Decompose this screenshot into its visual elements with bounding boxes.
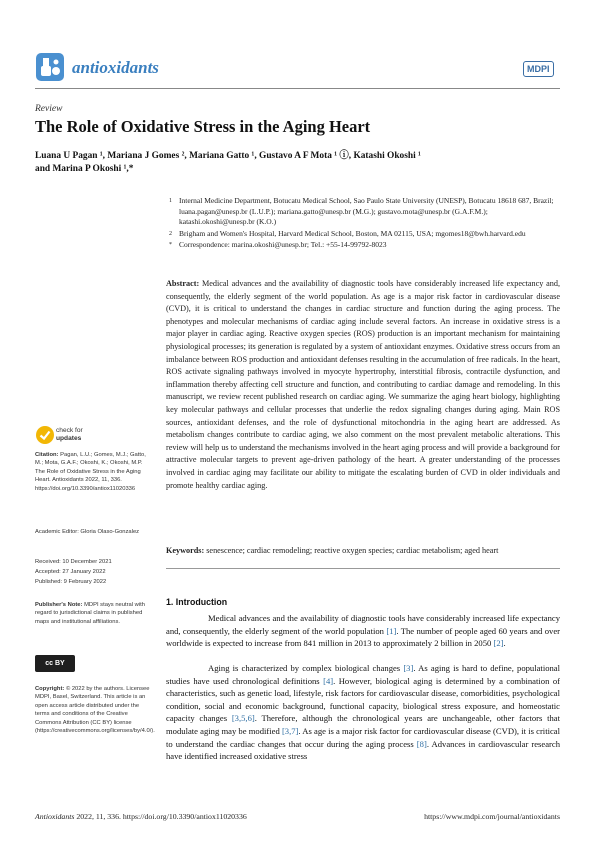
affiliation-2	[169, 228, 554, 240]
paragraph-text: Aging is characterized by complex biological changes	[208, 663, 404, 673]
check-updates-icon	[35, 425, 55, 445]
mdpi-badge[interactable]: MDPI	[523, 61, 554, 77]
paragraph-text: . As aging is hard to define, populational studies have used chronological definitions	[166, 663, 560, 686]
keywords-rule	[166, 568, 560, 569]
paragraph-text: . The number of people aged 60 years and over worldwide is expected to increase from 841 million in 2013 to approximately 2 billion in 2050	[166, 625, 560, 649]
intro-paragraph-2	[166, 662, 560, 763]
footer-journal-url[interactable]: https://www.mdpi.com/journal/antioxidants	[424, 812, 560, 821]
publisher-note-text: MDPI stays neutral with regard to jurisdictional claims in published maps and institutional affiliations.	[35, 602, 145, 625]
authors-line-1: Luana U Pagan ¹, Mariana J Gomes ², Mariana Gatto ¹, Gustavo A F Mota ¹ ⓘ, Katashi Okoshi ¹	[35, 151, 421, 161]
abstract	[166, 278, 560, 492]
citation-text[interactable]: Pagan, L.U.; Gomes, M.J.; Gatto, M.; Mota, G.A.F.; Okoshi, K.; Okoshi, M.P. The Role of Oxidative Stress in the Aging Heart. Antioxidants 2022, 11, 336. https://doi.org/10.3390/antiox11020336	[35, 452, 146, 492]
check-for-updates-button[interactable]	[35, 424, 125, 446]
check-updates-line-1: check for	[56, 427, 83, 434]
citation-link[interactable]: [3,7]	[281, 725, 299, 736]
cc-by-license-icon[interactable]	[35, 655, 75, 672]
received-date: Received: 10 December 2021	[35, 559, 112, 565]
check-updates-line-2: updates	[56, 434, 82, 442]
footer-doi: 2022, 11, 336. https://doi.org/10.3390/antiox11020336	[74, 812, 247, 821]
correspondence-text: Correspondence: marina.okoshi@unesp.br; Tel.: +55-14-99792-8023	[179, 240, 387, 249]
citation-link[interactable]: [3,5,6]	[231, 713, 255, 724]
correspondence	[169, 240, 554, 251]
article-type: Review	[35, 104, 63, 114]
footer-journal: Antioxidants	[35, 812, 75, 821]
license-badge-text: cc BY	[45, 660, 65, 667]
affiliations	[169, 196, 554, 251]
citation-link[interactable]: [8]	[416, 738, 427, 749]
copyright	[35, 685, 153, 735]
section-heading: 1. Introduction	[166, 597, 228, 607]
affiliation-text: Brigham and Women's Hospital, Harvard Medical School, Boston, MA 02115, USA; mgomes18@bwh.harvard.edu	[179, 228, 526, 238]
footer-citation[interactable]	[35, 812, 247, 821]
citation-link[interactable]: [1]	[386, 625, 397, 636]
journal-name[interactable]: antioxidants	[72, 58, 159, 77]
paragraph-text: . As age is a major risk factor for cardiovascular disease (CVD), it is critical to understand the cardiac changes that occur during the aging process	[166, 725, 560, 749]
keywords	[166, 545, 560, 558]
abstract-label: Abstract:	[166, 279, 200, 288]
paragraph-text: .	[503, 638, 506, 649]
accepted-date: Accepted: 27 January 2022	[35, 569, 106, 575]
citation-link[interactable]: [3]	[403, 663, 414, 673]
paragraph-text: . Therefore, although the chronological years are unchangeable, other factors that modulate aging may be modified	[166, 713, 560, 736]
copyright-text: © 2022 by the authors. Licensee MDPI, Basel, Switzerland. This article is an open access article distributed under the terms and conditions of the Creative Commons Attribution (CC BY) license (https://creativecommons.org/licenses/by/4.0/).	[35, 686, 155, 735]
affiliation-number: *	[169, 242, 172, 248]
intro-paragraph-1	[166, 612, 560, 650]
abstract-text: Medical advances and the availability of diagnostic tools have considerably increased life expectancy and, consequently, the elderly segment of the world population. As age is a major risk factor in cardiovascular disease (CVD), it is critical to understand the changes in cardiac structure and function during the aging process. The phenotypes and molecular mechanisms of cardiac aging include several factors. An increase in oxidative stress is a major player in cardiac aging. Reactive oxygen species (ROS) production is an important mechanism for maintaining physiological processes; its generation is regulated by a system of antioxidant enzymes. Oxidative stress occurs from an imbalance between ROS production and antioxidant defenses resulting in the accumulation of free radicals. In the heart, ROS activate signaling pathways involved in myocyte hypertrophy, interstitial fibrosis, contractile dysfunction, and inflammation thereby affecting cell structure and function, and contributing to cardiac damage and remodeling. In this manuscript, we review recent published research on cardiac aging. We summarize the aging heart biology, highlighting key molecular pathways and cellular processes that underlie the redox signaling changes during aging. Main ROS sources, antioxidant defenses, and the role of dysfunctional mitochondria in the aging heart are addressed. As metabolism changes contribute to cardiac aging, we also comment on the most prevalent metabolic alterations. This review will help us to understand the mechanisms involved in the heart aging process and will provide a background for attractive molecular targets to prevent age-driven pathology of the heart. A greater understanding of the processes involved in cardiac aging may facilitate our ability to mitigate the escalating burden of CVD in older individuals and promote healthy cardiac aging.	[166, 279, 560, 490]
authors-line-2: and Marina P Okoshi ¹,*	[35, 164, 134, 174]
keywords-text: senescence; cardiac remodeling; reactive oxygen species; cardiac metabolism; aged heart	[206, 546, 499, 555]
publisher-note-label: Publisher's Note:	[35, 602, 83, 608]
citation-label: Citation:	[35, 452, 59, 458]
affiliation-number: 1	[169, 198, 172, 204]
affiliation-1	[169, 196, 554, 228]
paragraph-text: . However, biological aging is determined by a combination of characteristics, such as genetic load, lifestyle, risk factors for cardiovascular disease, comorbidities, psychological condition, social and economic background, functional capacity, biological stress exposure, and homeostatic capacity changes	[166, 675, 560, 724]
published-date: Published: 9 February 2022	[35, 579, 107, 585]
citation-link[interactable]: [2]	[493, 638, 504, 649]
journal-logo-icon	[35, 52, 65, 82]
header-rule	[35, 88, 560, 89]
copyright-label: Copyright:	[35, 686, 65, 692]
affiliation-number: 2	[169, 230, 172, 237]
authors	[35, 150, 560, 176]
publisher-note	[35, 601, 153, 626]
dates	[35, 557, 153, 587]
affiliation-text: Internal Medicine Department, Botucatu Medical School, Sao Paulo State University (UNESP), Botucatu 18618 687, Brazil; luana.pagan@unesp.br (L.U.P.); mariana.gatto@unesp.br (M.G.); gustavo.mota@unesp.br (G.A.F.M.); katashi.okoshi@unesp.br (K.O.)	[179, 196, 554, 226]
citation	[35, 451, 153, 493]
keywords-label: Keywords:	[166, 546, 205, 555]
academic-editor: Academic Editor: Gloria Olaso-Gonzalez	[35, 529, 140, 535]
paragraph-text: Medical advances and the availability of diagnostic tools have considerably increased life expectancy and, consequently, the elderly segment of the world population	[166, 613, 560, 636]
article-title: The Role of Oxidative Stress in the Aging Heart	[35, 117, 371, 136]
paragraph-text: . Advances in cardiovascular research have identified increased oxidative stress	[166, 738, 561, 762]
citation-link[interactable]: [4]	[323, 675, 334, 686]
